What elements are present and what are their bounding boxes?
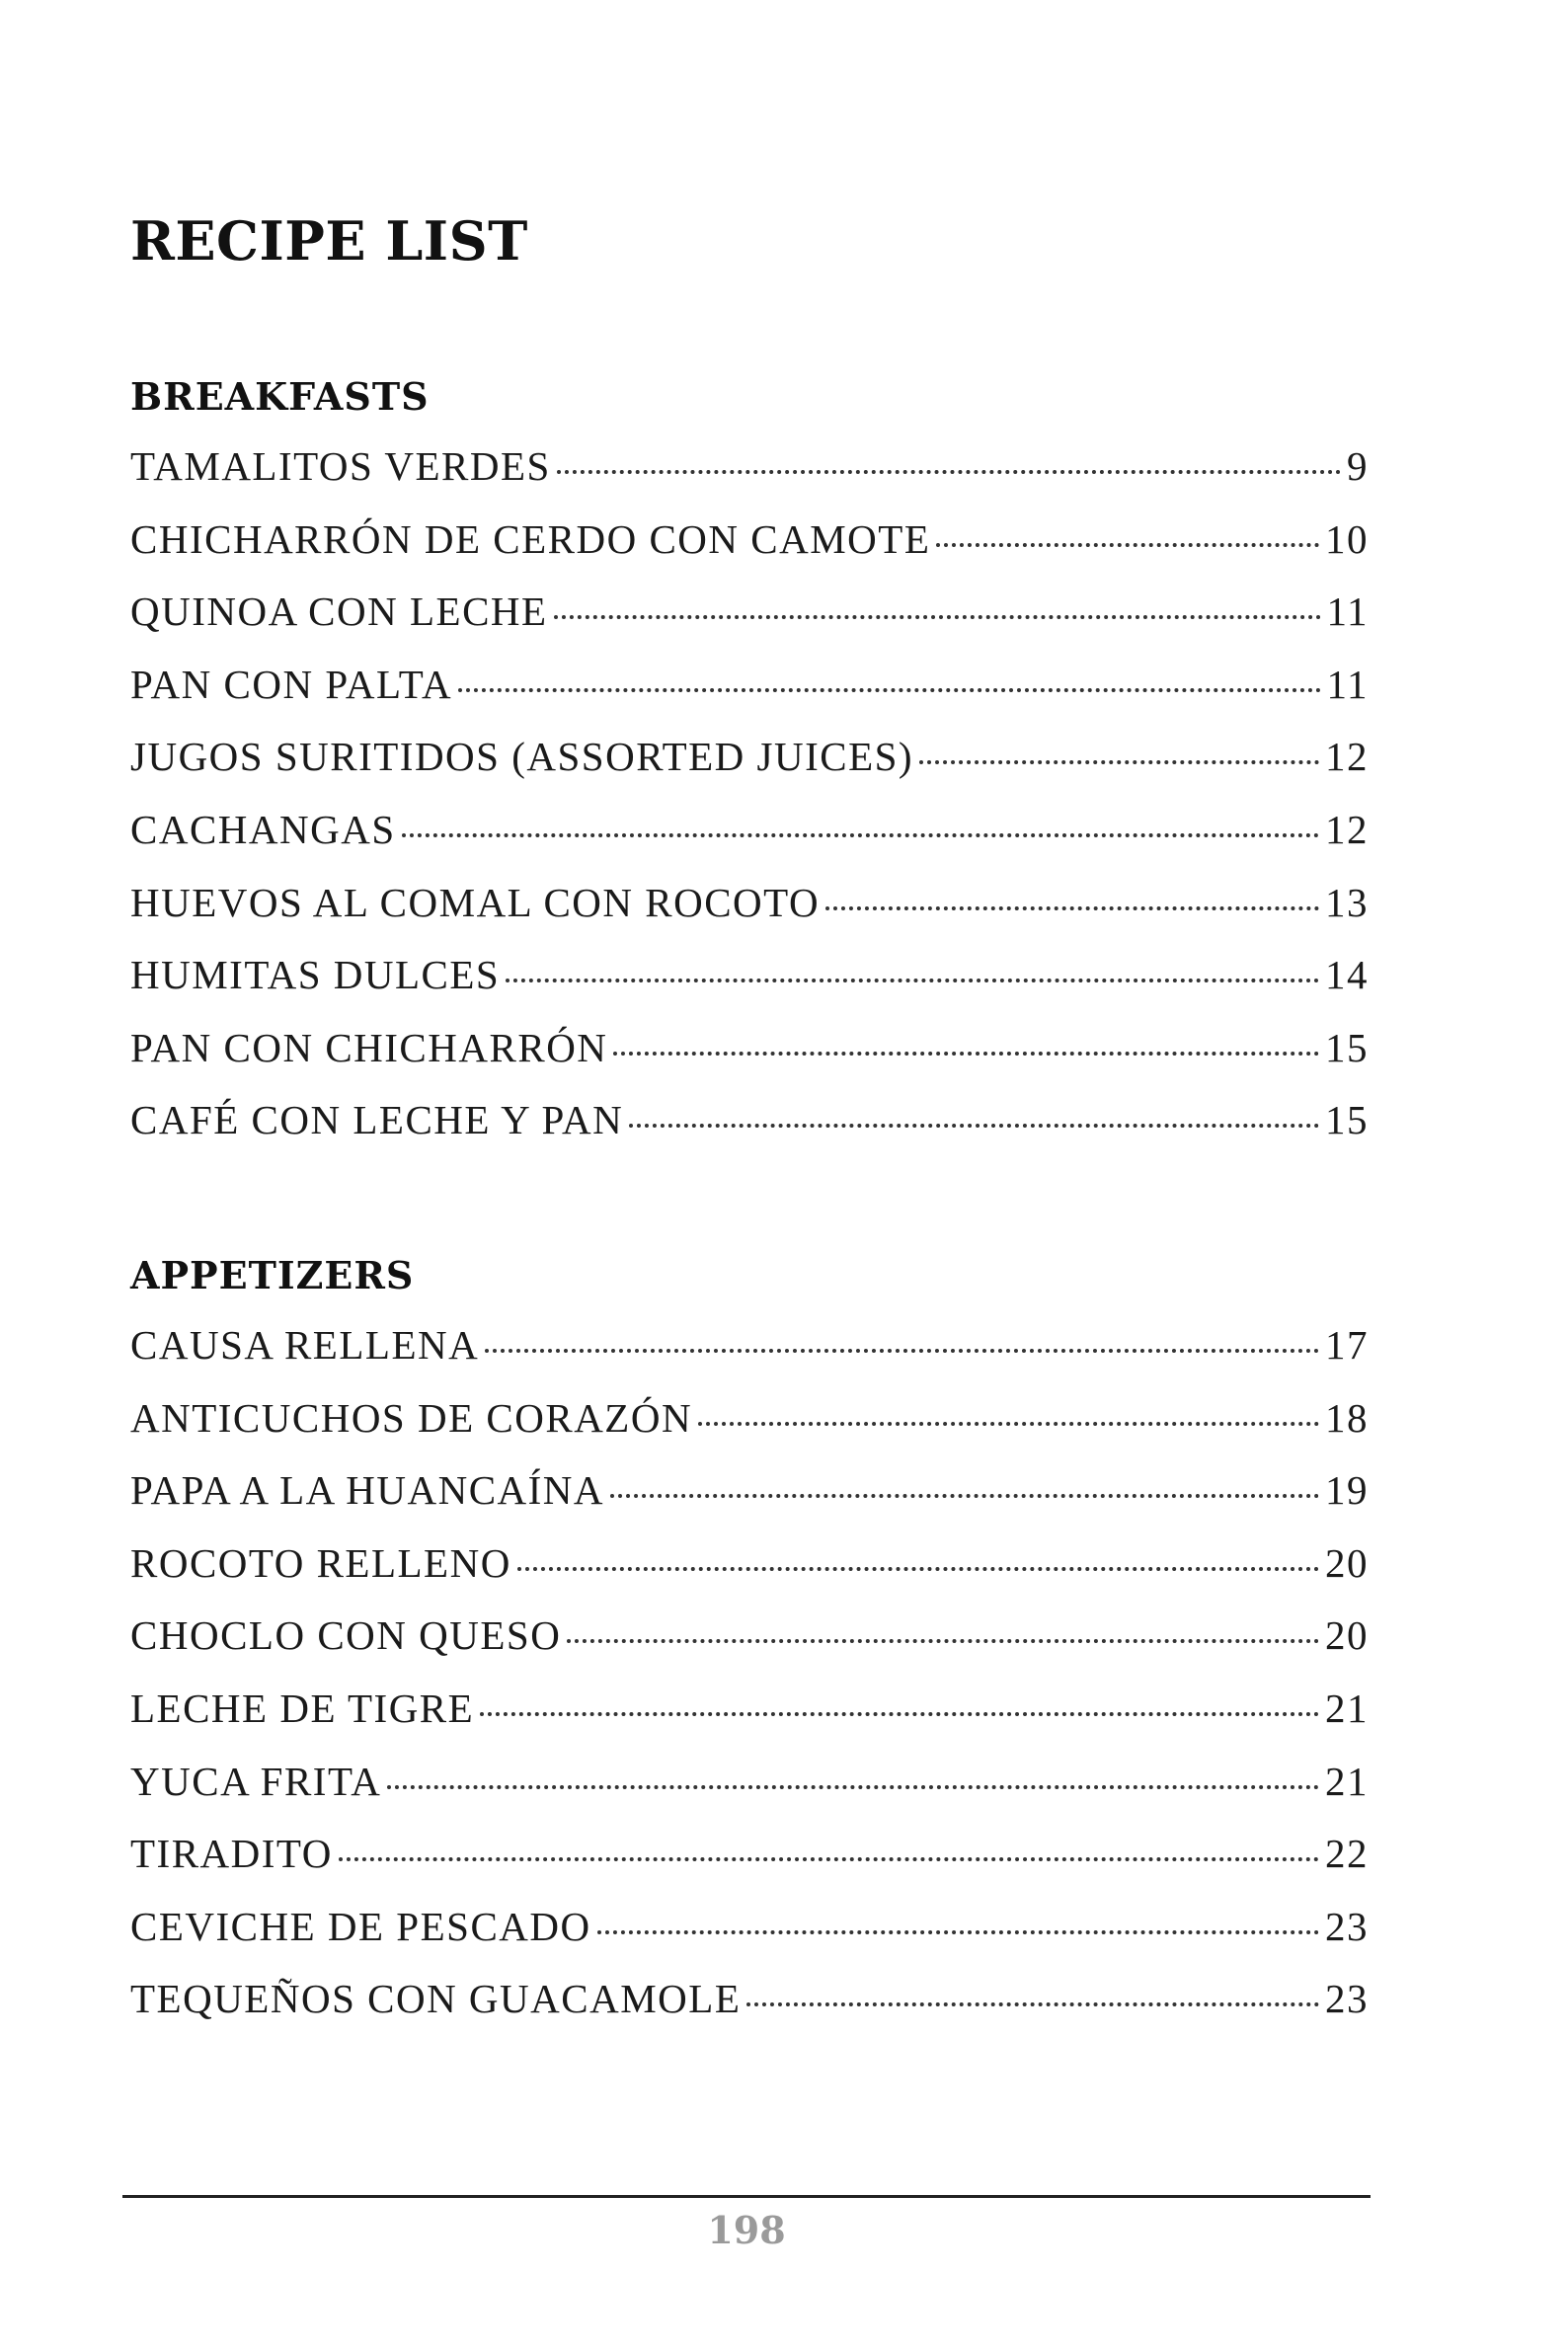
recipe-name: PAN CON CHICHARRÓN <box>130 1024 608 1070</box>
recipe-page-number: 22 <box>1325 1831 1369 1877</box>
recipe-page-number: 10 <box>1325 515 1369 562</box>
recipe-entry <box>130 1321 1369 1394</box>
section-breakfasts <box>130 367 1369 1169</box>
recipe-name: HUEVOS AL COMAL CON ROCOTO <box>130 879 821 925</box>
dot-leader <box>402 813 1319 837</box>
recipe-entry <box>130 1975 1369 2048</box>
recipe-name: ROCOTO RELLENO <box>130 1539 511 1586</box>
dot-leader <box>480 1691 1319 1716</box>
dot-leader <box>517 1546 1319 1571</box>
recipe-entry <box>130 1830 1369 1903</box>
recipe-name: CHOCLO CON QUESO <box>130 1612 562 1659</box>
recipe-page-number: 20 <box>1325 1539 1369 1586</box>
recipe-entry <box>130 1685 1369 1758</box>
entry-list <box>130 1321 1369 2048</box>
dot-leader <box>919 741 1319 765</box>
recipe-entry <box>130 879 1369 952</box>
dot-leader <box>597 1910 1319 1934</box>
page-title: RECIPE LIST <box>130 209 528 273</box>
recipe-name: CACHANGAS <box>130 806 396 852</box>
recipe-name: CAFÉ CON LECHE Y PAN <box>130 1097 624 1143</box>
section-heading: BREAKFASTS <box>130 374 430 419</box>
dot-leader <box>629 1104 1319 1129</box>
recipe-page-number: 23 <box>1325 1976 1369 2022</box>
recipe-entry <box>130 1096 1369 1169</box>
entry-list <box>130 442 1369 1169</box>
dot-leader <box>567 1619 1319 1644</box>
dot-leader <box>613 1031 1319 1056</box>
recipe-page-number: 21 <box>1325 1758 1369 1804</box>
footer-divider <box>122 2195 1371 2198</box>
recipe-name: TIRADITO <box>130 1831 333 1877</box>
recipe-page-number: 21 <box>1325 1685 1369 1731</box>
recipe-page-number: 12 <box>1325 806 1369 852</box>
recipe-page-number: 18 <box>1325 1394 1369 1441</box>
recipe-entry <box>130 1903 1369 1976</box>
section-heading: APPETIZERS <box>130 1253 415 1297</box>
recipe-entry <box>130 588 1369 661</box>
recipe-page-number: 19 <box>1325 1467 1369 1514</box>
recipe-name: TEQUEÑOS CON GUACAMOLE <box>130 1976 742 2022</box>
dot-leader <box>458 667 1320 692</box>
dot-leader <box>506 959 1319 983</box>
recipe-name: QUINOA CON LECHE <box>130 588 548 635</box>
recipe-page-number: 12 <box>1325 734 1369 780</box>
recipe-name: HUMITAS DULCES <box>130 952 501 998</box>
recipe-name: LECHE DE TIGRE <box>130 1685 475 1731</box>
recipe-page-number: 14 <box>1325 952 1369 998</box>
recipe-entry <box>130 1466 1369 1539</box>
footer-page-number: 198 <box>707 2208 786 2252</box>
recipe-name: CEVICHE DE PESCADO <box>130 1903 591 1949</box>
recipe-entry <box>130 1611 1369 1685</box>
recipe-page-number: 15 <box>1325 1024 1369 1070</box>
recipe-entry <box>130 1394 1369 1467</box>
recipe-name: YUCA FRITA <box>130 1758 382 1804</box>
dot-leader <box>485 1329 1319 1354</box>
recipe-page-number: 15 <box>1325 1097 1369 1143</box>
recipe-entry <box>130 806 1369 879</box>
recipe-page-number: 20 <box>1325 1612 1369 1659</box>
dot-leader <box>825 886 1319 910</box>
recipe-entry <box>130 661 1369 734</box>
recipe-entry <box>130 733 1369 806</box>
recipe-entry <box>130 515 1369 588</box>
recipe-name: ANTICUCHOS DE CORAZÓN <box>130 1394 693 1441</box>
recipe-entry <box>130 1539 1369 1612</box>
recipe-name: JUGOS SURITIDOS (ASSORTED JUICES) <box>130 734 914 780</box>
recipe-name: PAN CON PALTA <box>130 661 453 707</box>
recipe-entry <box>130 951 1369 1024</box>
recipe-page-number: 9 <box>1347 443 1369 489</box>
recipe-name: CHICHARRÓN DE CERDO CON CAMOTE <box>130 515 931 562</box>
recipe-page-number: 23 <box>1325 1903 1369 1949</box>
dot-leader <box>698 1401 1319 1426</box>
recipe-page-number: 11 <box>1326 588 1369 635</box>
dot-leader <box>557 450 1341 475</box>
recipe-entry <box>130 1758 1369 1831</box>
dot-leader <box>936 522 1319 547</box>
section-appetizers <box>130 1246 1369 2048</box>
recipe-name: CAUSA RELLENA <box>130 1322 480 1368</box>
recipe-entry <box>130 1024 1369 1097</box>
recipe-entry <box>130 442 1369 515</box>
recipe-page-number: 11 <box>1326 661 1369 707</box>
dot-leader <box>554 595 1321 620</box>
dot-leader <box>339 1838 1319 1862</box>
recipe-name: TAMALITOS VERDES <box>130 443 551 489</box>
dot-leader <box>387 1764 1319 1789</box>
recipe-name: PAPA A LA HUANCAÍNA <box>130 1467 605 1514</box>
recipe-page-number: 17 <box>1325 1322 1369 1368</box>
dot-leader <box>746 1983 1319 2007</box>
dot-leader <box>610 1474 1319 1499</box>
recipe-page-number: 13 <box>1325 879 1369 925</box>
